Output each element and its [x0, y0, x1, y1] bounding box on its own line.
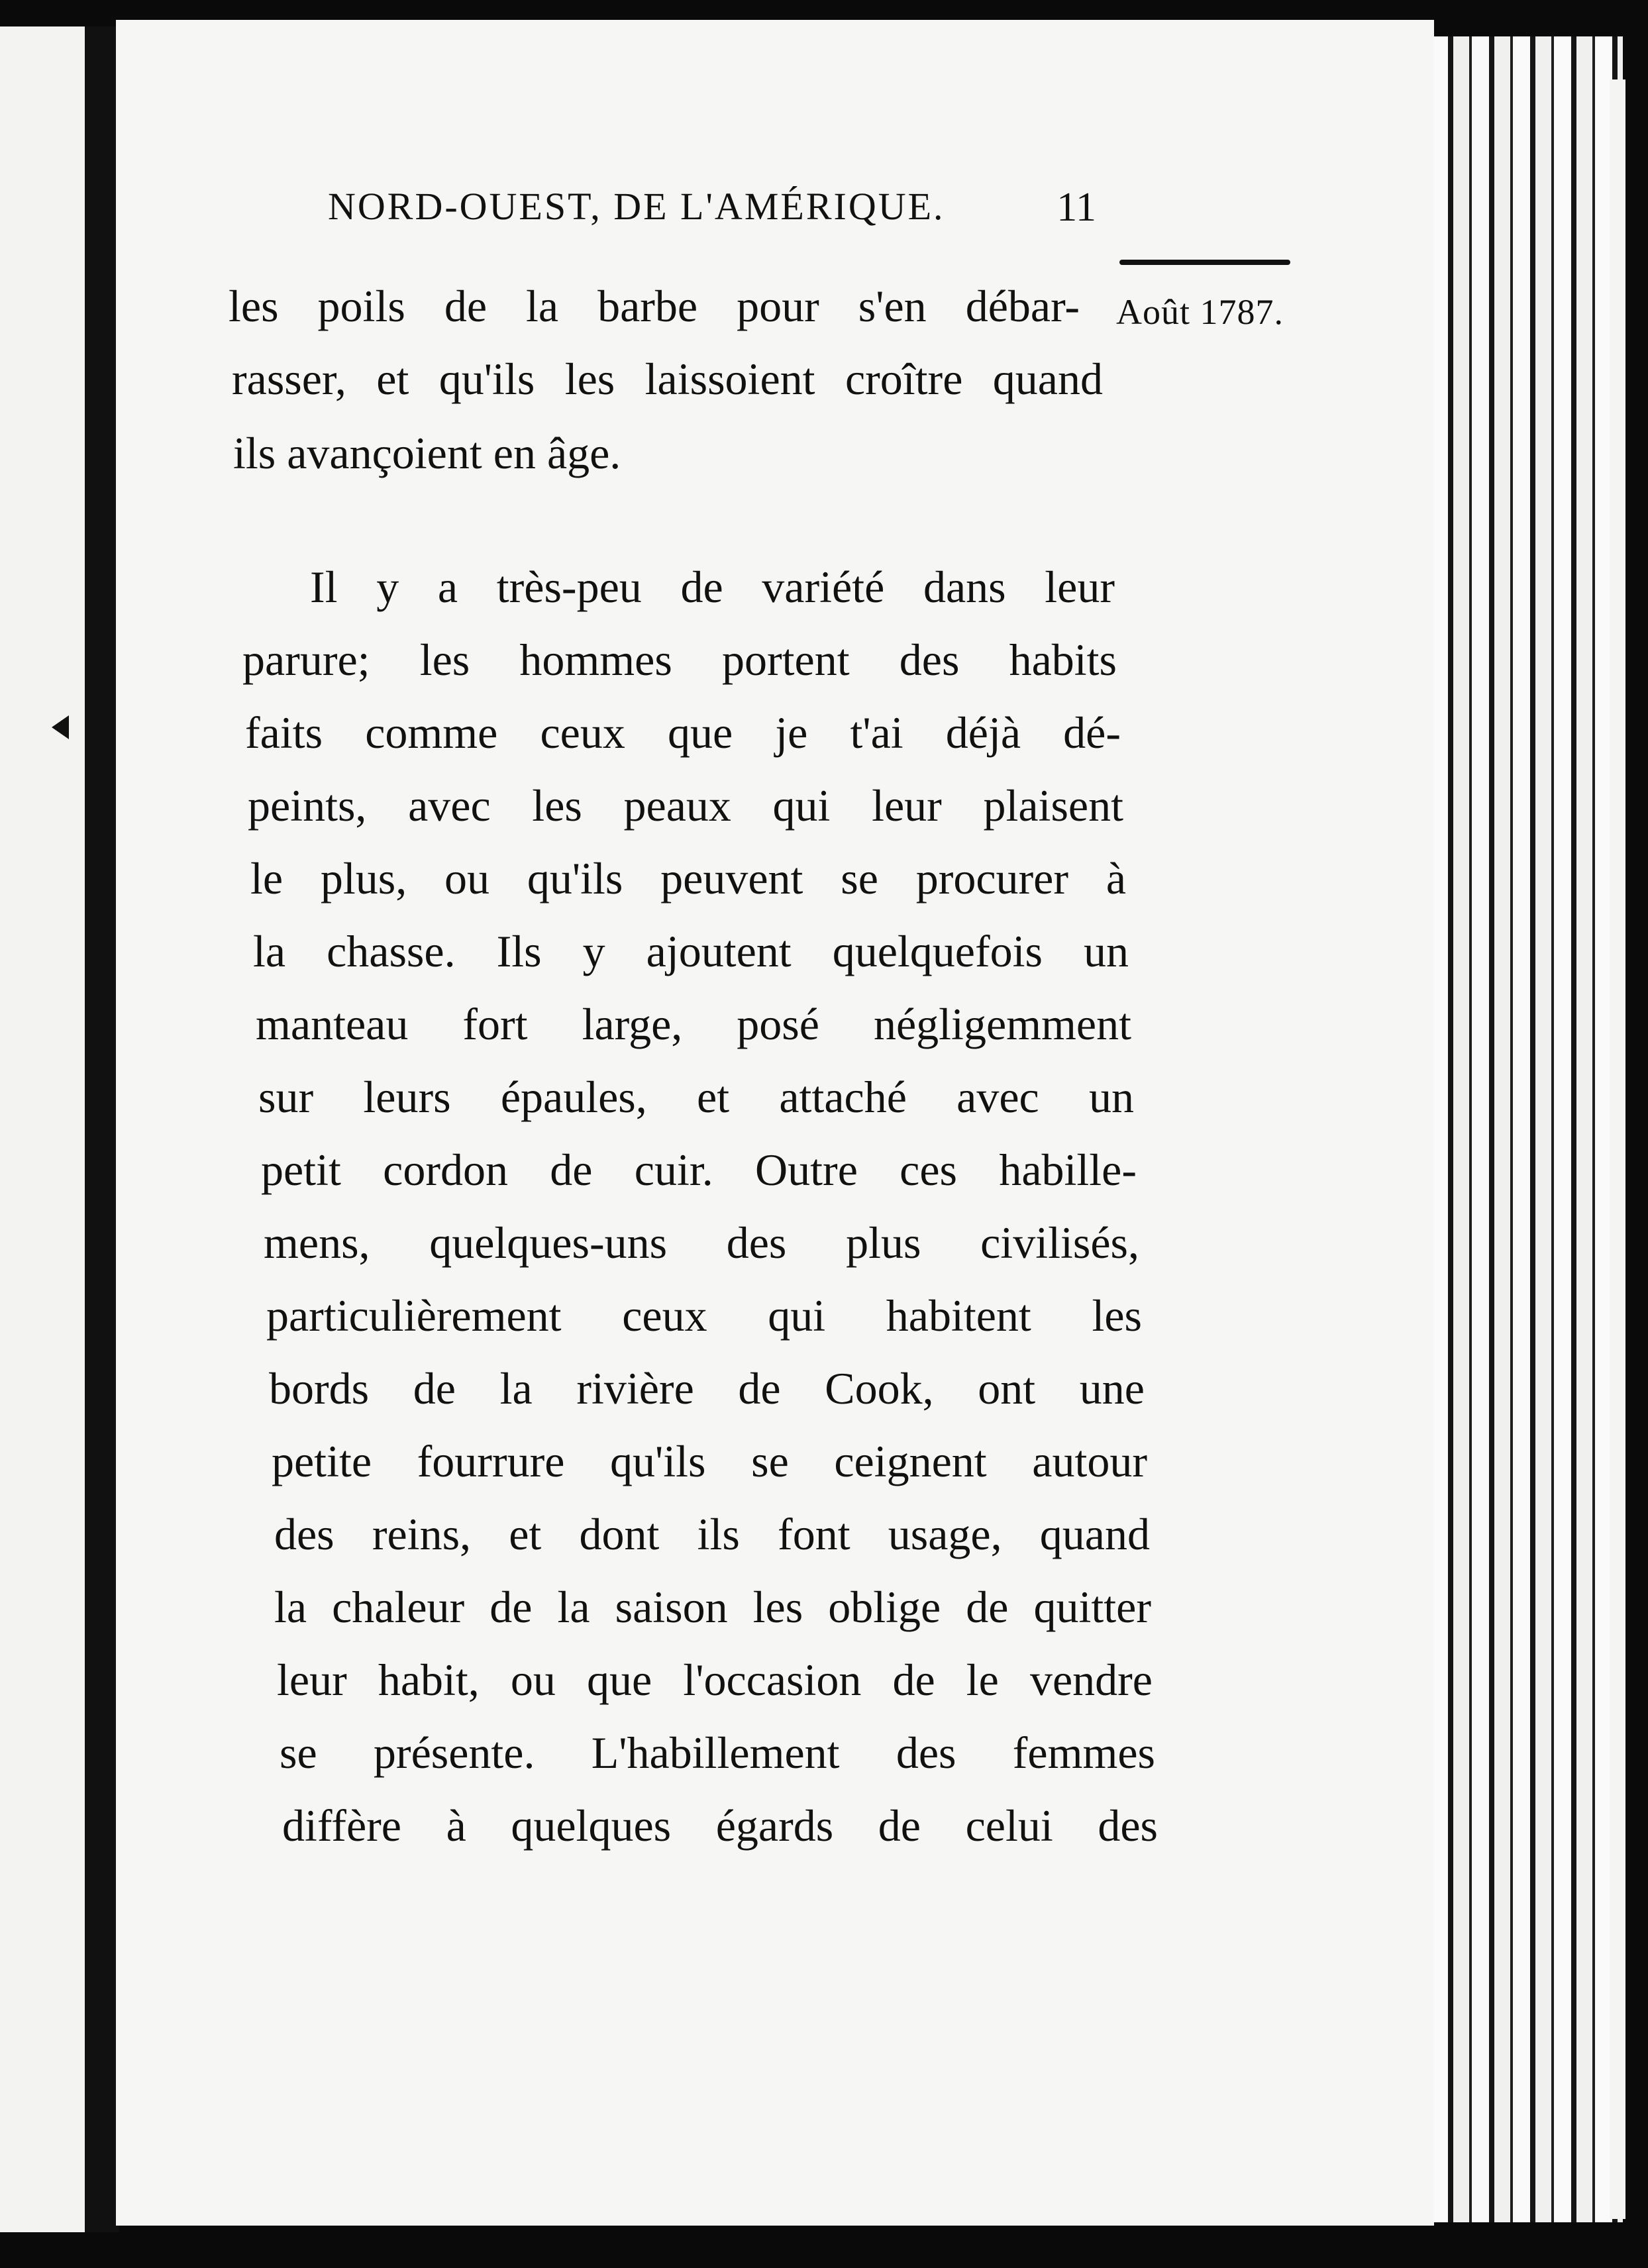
text-line: les poils de la barbe pour s'en débar-	[229, 281, 1080, 331]
text-line: faits comme ceux que je t'ai déjà dé-	[245, 707, 1121, 758]
margin-date: Août 1787.	[1116, 292, 1284, 332]
text-line: mens, quelques-uns des plus civilisés,	[264, 1217, 1139, 1268]
text-line: se présente. L'habillement des femmes	[280, 1727, 1155, 1778]
text-line: Il y a très-peu de variété dans leur	[310, 562, 1115, 612]
page-number: 11	[1056, 185, 1096, 230]
text-line: des reins, et dont ils font usage, quand	[274, 1509, 1150, 1559]
text-line: le plus, ou qu'ils peuvent se procurer à	[250, 853, 1126, 903]
text-line: petite fourrure qu'ils se ceignent autour	[272, 1436, 1147, 1486]
text-line: la chaleur de la saison les oblige de quitter	[274, 1582, 1151, 1632]
text-line: parure; les hommes portent des habits	[242, 635, 1117, 685]
text-line: manteau fort large, posé négligemment	[256, 999, 1131, 1049]
text-line: petit cordon de cuir. Outre ces habille-	[261, 1145, 1137, 1195]
text-line: rasser, et qu'ils les laissoient croître quand	[232, 354, 1103, 404]
text-line: particulièrement ceux qui habitent les	[266, 1290, 1142, 1341]
text-line: peints, avec les peaux qui leur plaisent	[248, 780, 1123, 831]
text-line: leur habit, ou que l'occasion de le vendre	[277, 1655, 1153, 1705]
text-line: diffère à quelques égards de celui des	[282, 1800, 1158, 1851]
text-line: sur leurs épaules, et attaché avec un	[258, 1072, 1134, 1122]
text-line: ils avançoient en âge.	[233, 428, 621, 478]
running-title: NORD-OUEST, DE L'AMÉRIQUE.	[328, 185, 945, 228]
text-line: la chasse. Ils y ajoutent quelquefois un	[253, 926, 1129, 976]
text-line: bords de la rivière de Cook, ont une	[269, 1363, 1145, 1414]
